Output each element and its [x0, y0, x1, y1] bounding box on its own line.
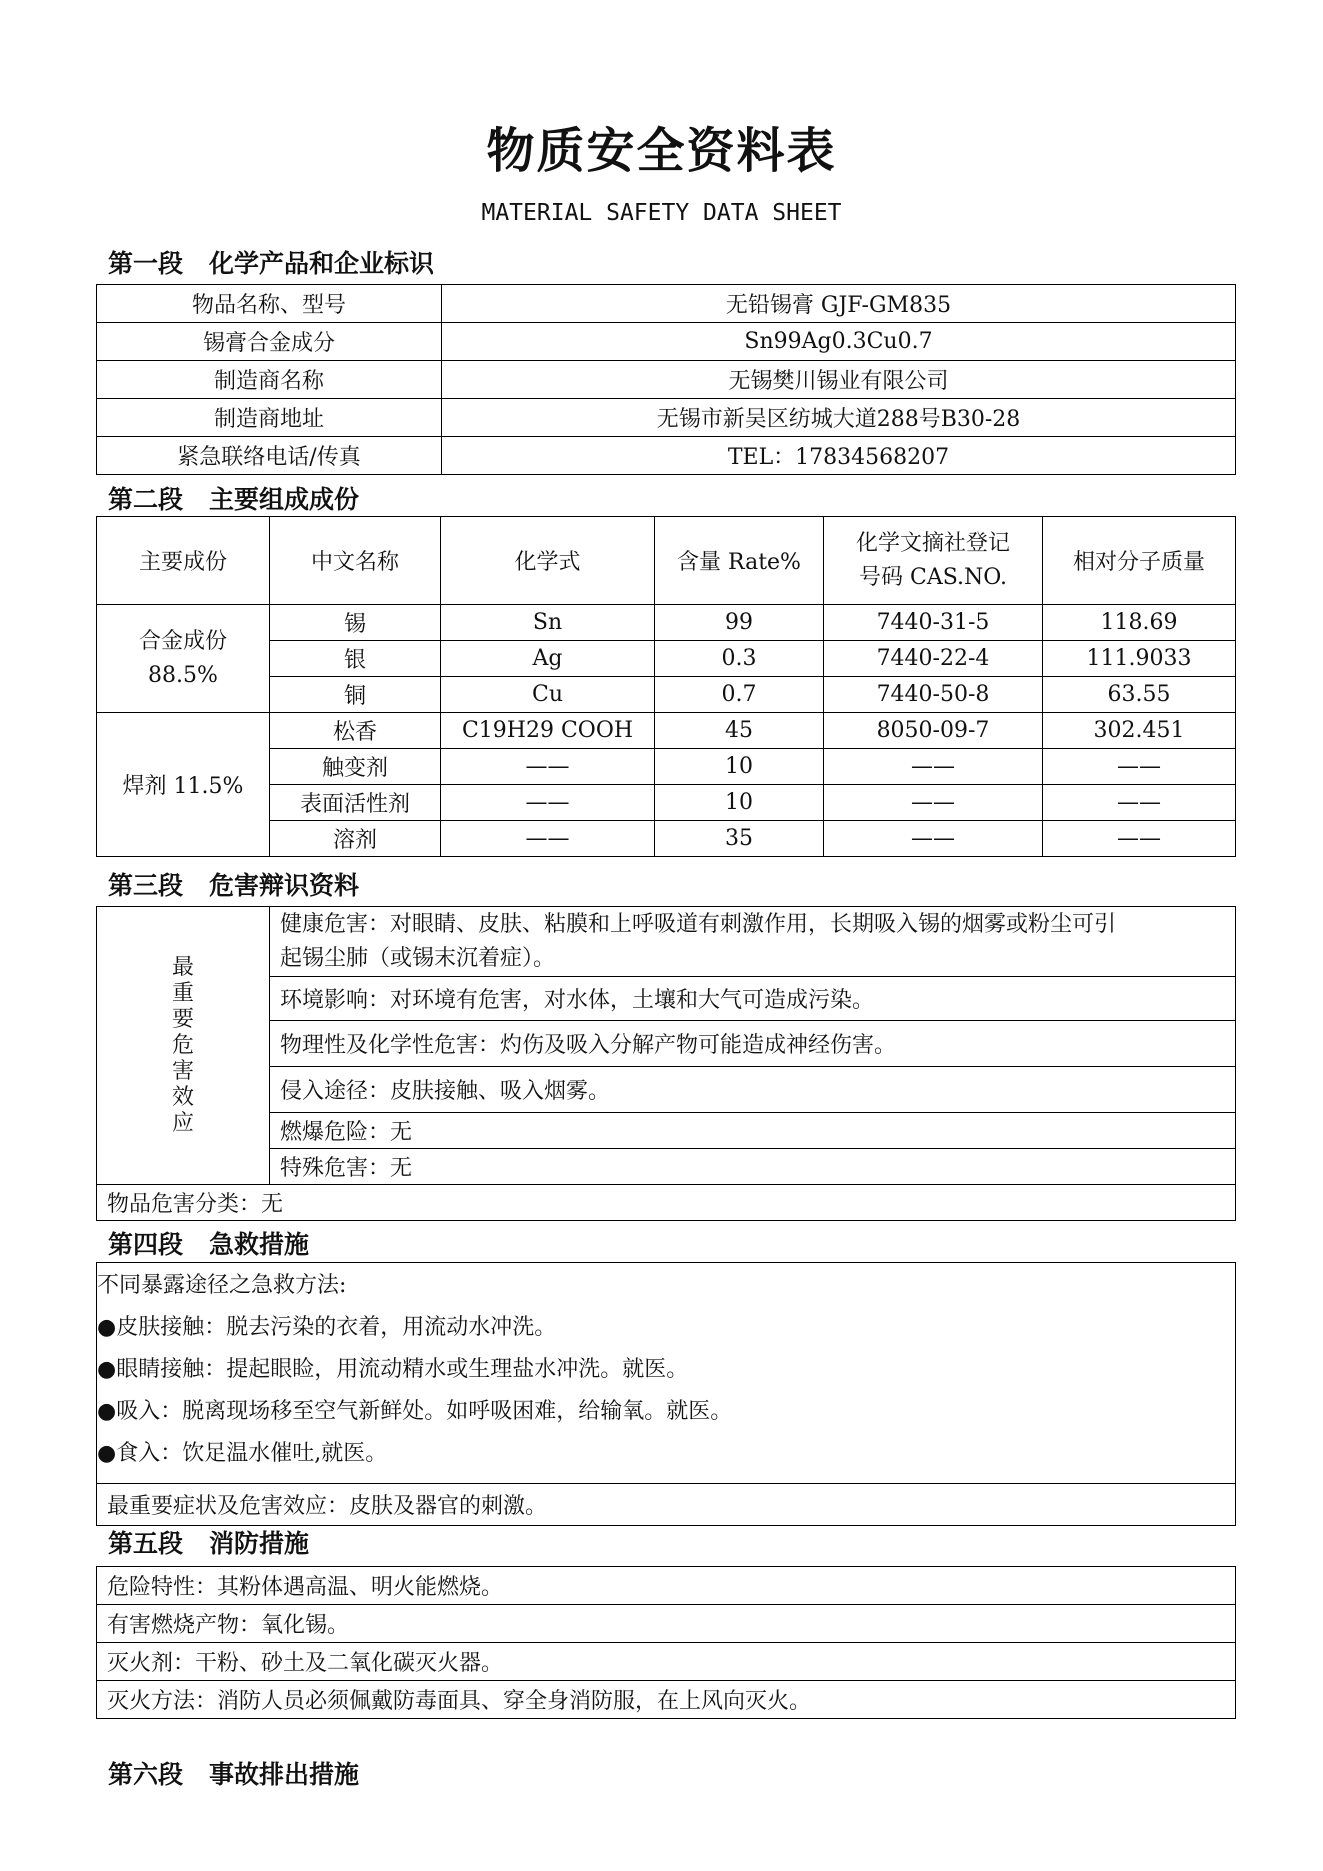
section-number: 第一段: [108, 249, 184, 278]
hazard-item: 侵入途径：皮肤接触、吸入烟雾。: [270, 1067, 1236, 1113]
cell: ——: [1043, 821, 1236, 857]
fire-item: 灭火剂：干粉、砂土及二氧化碳灭火器。: [97, 1643, 1236, 1681]
group-label: 合金成份: [138, 628, 227, 654]
cell: 松香: [270, 713, 441, 749]
cell: 0.7: [655, 677, 824, 713]
table-row: [97, 285, 1236, 323]
section-title: 主要组成成份: [209, 485, 360, 514]
field-label: 锡膏合金成分: [97, 323, 442, 361]
health-hazard-line: 健康危害：对眼睛、皮肤、粘膜和上呼吸道有刺激作用，长期吸入锡的烟雾或粉尘可引: [280, 911, 1117, 937]
column-header: [824, 517, 1043, 605]
cell: ——: [1043, 749, 1236, 785]
cell: 35: [655, 821, 824, 857]
section-title: 化学产品和企业标识: [209, 249, 435, 278]
hazard-item: 特殊危害：无: [270, 1149, 1236, 1185]
section-title: 急救措施: [209, 1230, 310, 1259]
field-label: 制造商名称: [97, 361, 442, 399]
cell: 111.9033: [1043, 641, 1236, 677]
cell: 表面活性剂: [270, 785, 441, 821]
header-row: [97, 517, 1236, 605]
field-label: 紧急联络电话/传真: [97, 437, 442, 475]
first-aid-cell: [97, 1263, 1236, 1484]
group-cell: 焊剂 11.5%: [97, 713, 270, 857]
field-value: 无铅锡膏 GJF-GM835: [442, 285, 1236, 323]
section-6-heading: [108, 1755, 359, 1791]
section-1-heading: [108, 244, 434, 280]
field-value: 无锡市新吴区纺城大道288号B30-28: [442, 399, 1236, 437]
column-header: 主要成份: [97, 517, 270, 605]
cell: 118.69: [1043, 605, 1236, 641]
hazard-side-label: [97, 907, 270, 1185]
section-2-heading: [108, 480, 359, 516]
symptom-text: 最重要症状及危害效应：皮肤及器官的刺激。: [97, 1484, 1236, 1526]
side-char: 效: [171, 1084, 194, 1110]
fire-item: 危险特性：其粉体遇高温、明火能燃烧。: [97, 1567, 1236, 1605]
health-hazard-cell: [270, 907, 1236, 977]
table-row: [97, 1185, 1236, 1221]
side-char: 应: [171, 1110, 194, 1136]
field-value: Sn99Ag0.3Cu0.7: [442, 323, 1236, 361]
side-char: 要: [171, 1006, 194, 1032]
table-row: [97, 605, 1236, 641]
cell: ——: [441, 821, 655, 857]
hazard-item: 环境影响：对环境有危害，对水体，土壤和大气可造成污染。: [270, 977, 1236, 1021]
table-row: [97, 437, 1236, 475]
side-char: 重: [171, 980, 194, 1006]
cell: 7440-22-4: [824, 641, 1043, 677]
cell: 99: [655, 605, 824, 641]
product-identification-table: [96, 284, 1236, 475]
field-label: 制造商地址: [97, 399, 442, 437]
table-row: [97, 1643, 1236, 1681]
cell: Cu: [441, 677, 655, 713]
section-4-heading: [108, 1225, 309, 1261]
fire-fighting-table: [96, 1566, 1236, 1719]
cell: 0.3: [655, 641, 824, 677]
table-row: [97, 1263, 1236, 1484]
section-5-heading: [108, 1524, 309, 1560]
table-row: [97, 713, 1236, 749]
document-subtitle: MATERIAL SAFETY DATA SHEET: [481, 200, 842, 226]
table-row: [97, 907, 1236, 977]
table-row: [97, 1484, 1236, 1526]
cell: 触变剂: [270, 749, 441, 785]
cell: ——: [441, 785, 655, 821]
cell: 7440-50-8: [824, 677, 1043, 713]
column-header: 含量 Rate%: [655, 517, 824, 605]
first-aid-item: ●皮肤接触：脱去污染的衣着，用流动水冲洗。: [97, 1315, 557, 1340]
header-line: 号码 CAS.NO.: [859, 564, 1007, 590]
column-header: 相对分子质量: [1043, 517, 1236, 605]
cell: Sn: [441, 605, 655, 641]
cell: ——: [1043, 785, 1236, 821]
first-aid-intro: 不同暴露途径之急救方法:: [97, 1273, 347, 1298]
hazard-item: 物理性及化学性危害：灼伤及吸入分解产物可能造成神经伤害。: [270, 1021, 1236, 1067]
cell: ——: [824, 821, 1043, 857]
fire-item: 灭火方法：消防人员必须佩戴防毒面具、穿全身消防服，在上风向灭火。: [97, 1681, 1236, 1719]
cell: 7440-31-5: [824, 605, 1043, 641]
section-title: 消防措施: [209, 1529, 310, 1558]
table-row: [97, 1605, 1236, 1643]
health-hazard-line: 起锡尘肺（或锡末沉着症）。: [280, 945, 556, 971]
section-title: 事故排出措施: [209, 1760, 360, 1789]
cell: ——: [824, 785, 1043, 821]
group-percent: 88.5%: [148, 662, 218, 688]
section-number: 第三段: [108, 871, 184, 900]
first-aid-item: ●眼睛接触：提起眼睑，用流动精水或生理盐水冲洗。就医。: [97, 1357, 689, 1382]
table-row: [97, 1681, 1236, 1719]
section-number: 第四段: [108, 1230, 184, 1259]
cell: 锡: [270, 605, 441, 641]
table-row: [97, 361, 1236, 399]
field-value: 无锡樊川锡业有限公司: [442, 361, 1236, 399]
cell: 302.451: [1043, 713, 1236, 749]
cell: 45: [655, 713, 824, 749]
group-cell: [97, 605, 270, 713]
side-char: 危: [171, 1032, 194, 1058]
cell: 10: [655, 785, 824, 821]
document-title: 物质安全资料表: [486, 123, 837, 179]
section-number: 第五段: [108, 1529, 184, 1558]
section-number: 第二段: [108, 485, 184, 514]
cell: 8050-09-7: [824, 713, 1043, 749]
cell: 溶剂: [270, 821, 441, 857]
cell: ——: [441, 749, 655, 785]
first-aid-item: ●食入：饮足温水催吐,就医。: [97, 1441, 388, 1466]
cell: ——: [824, 749, 1043, 785]
table-row: [97, 323, 1236, 361]
cell: 10: [655, 749, 824, 785]
hazard-item: 燃爆危险：无: [270, 1113, 1236, 1149]
composition-table: [96, 516, 1236, 857]
cell: 银: [270, 641, 441, 677]
section-title: 危害辩识资料: [209, 871, 360, 900]
first-aid-item: ●吸入：脱离现场移至空气新鲜处。如呼吸困难，给输氧。就医。: [97, 1399, 733, 1424]
header-line: 化学文摘社登记: [855, 530, 1010, 556]
field-value: TEL：17834568207: [442, 437, 1236, 475]
field-label: 物品名称、型号: [97, 285, 442, 323]
hazard-identification-table: [96, 906, 1236, 1221]
cell: 铜: [270, 677, 441, 713]
section-number: 第六段: [108, 1760, 184, 1789]
cell: 63.55: [1043, 677, 1236, 713]
cell: Ag: [441, 641, 655, 677]
column-header: 化学式: [441, 517, 655, 605]
column-header: 中文名称: [270, 517, 441, 605]
table-row: [97, 399, 1236, 437]
side-char: 害: [171, 1058, 194, 1084]
table-row: [97, 1567, 1236, 1605]
fire-item: 有害燃烧产物：氧化锡。: [97, 1605, 1236, 1643]
section-3-heading: [108, 866, 359, 902]
side-char: 最: [171, 954, 194, 980]
first-aid-table: [96, 1262, 1236, 1526]
hazard-class: 物品危害分类：无: [97, 1185, 1236, 1221]
cell: C19H29 COOH: [441, 713, 655, 749]
